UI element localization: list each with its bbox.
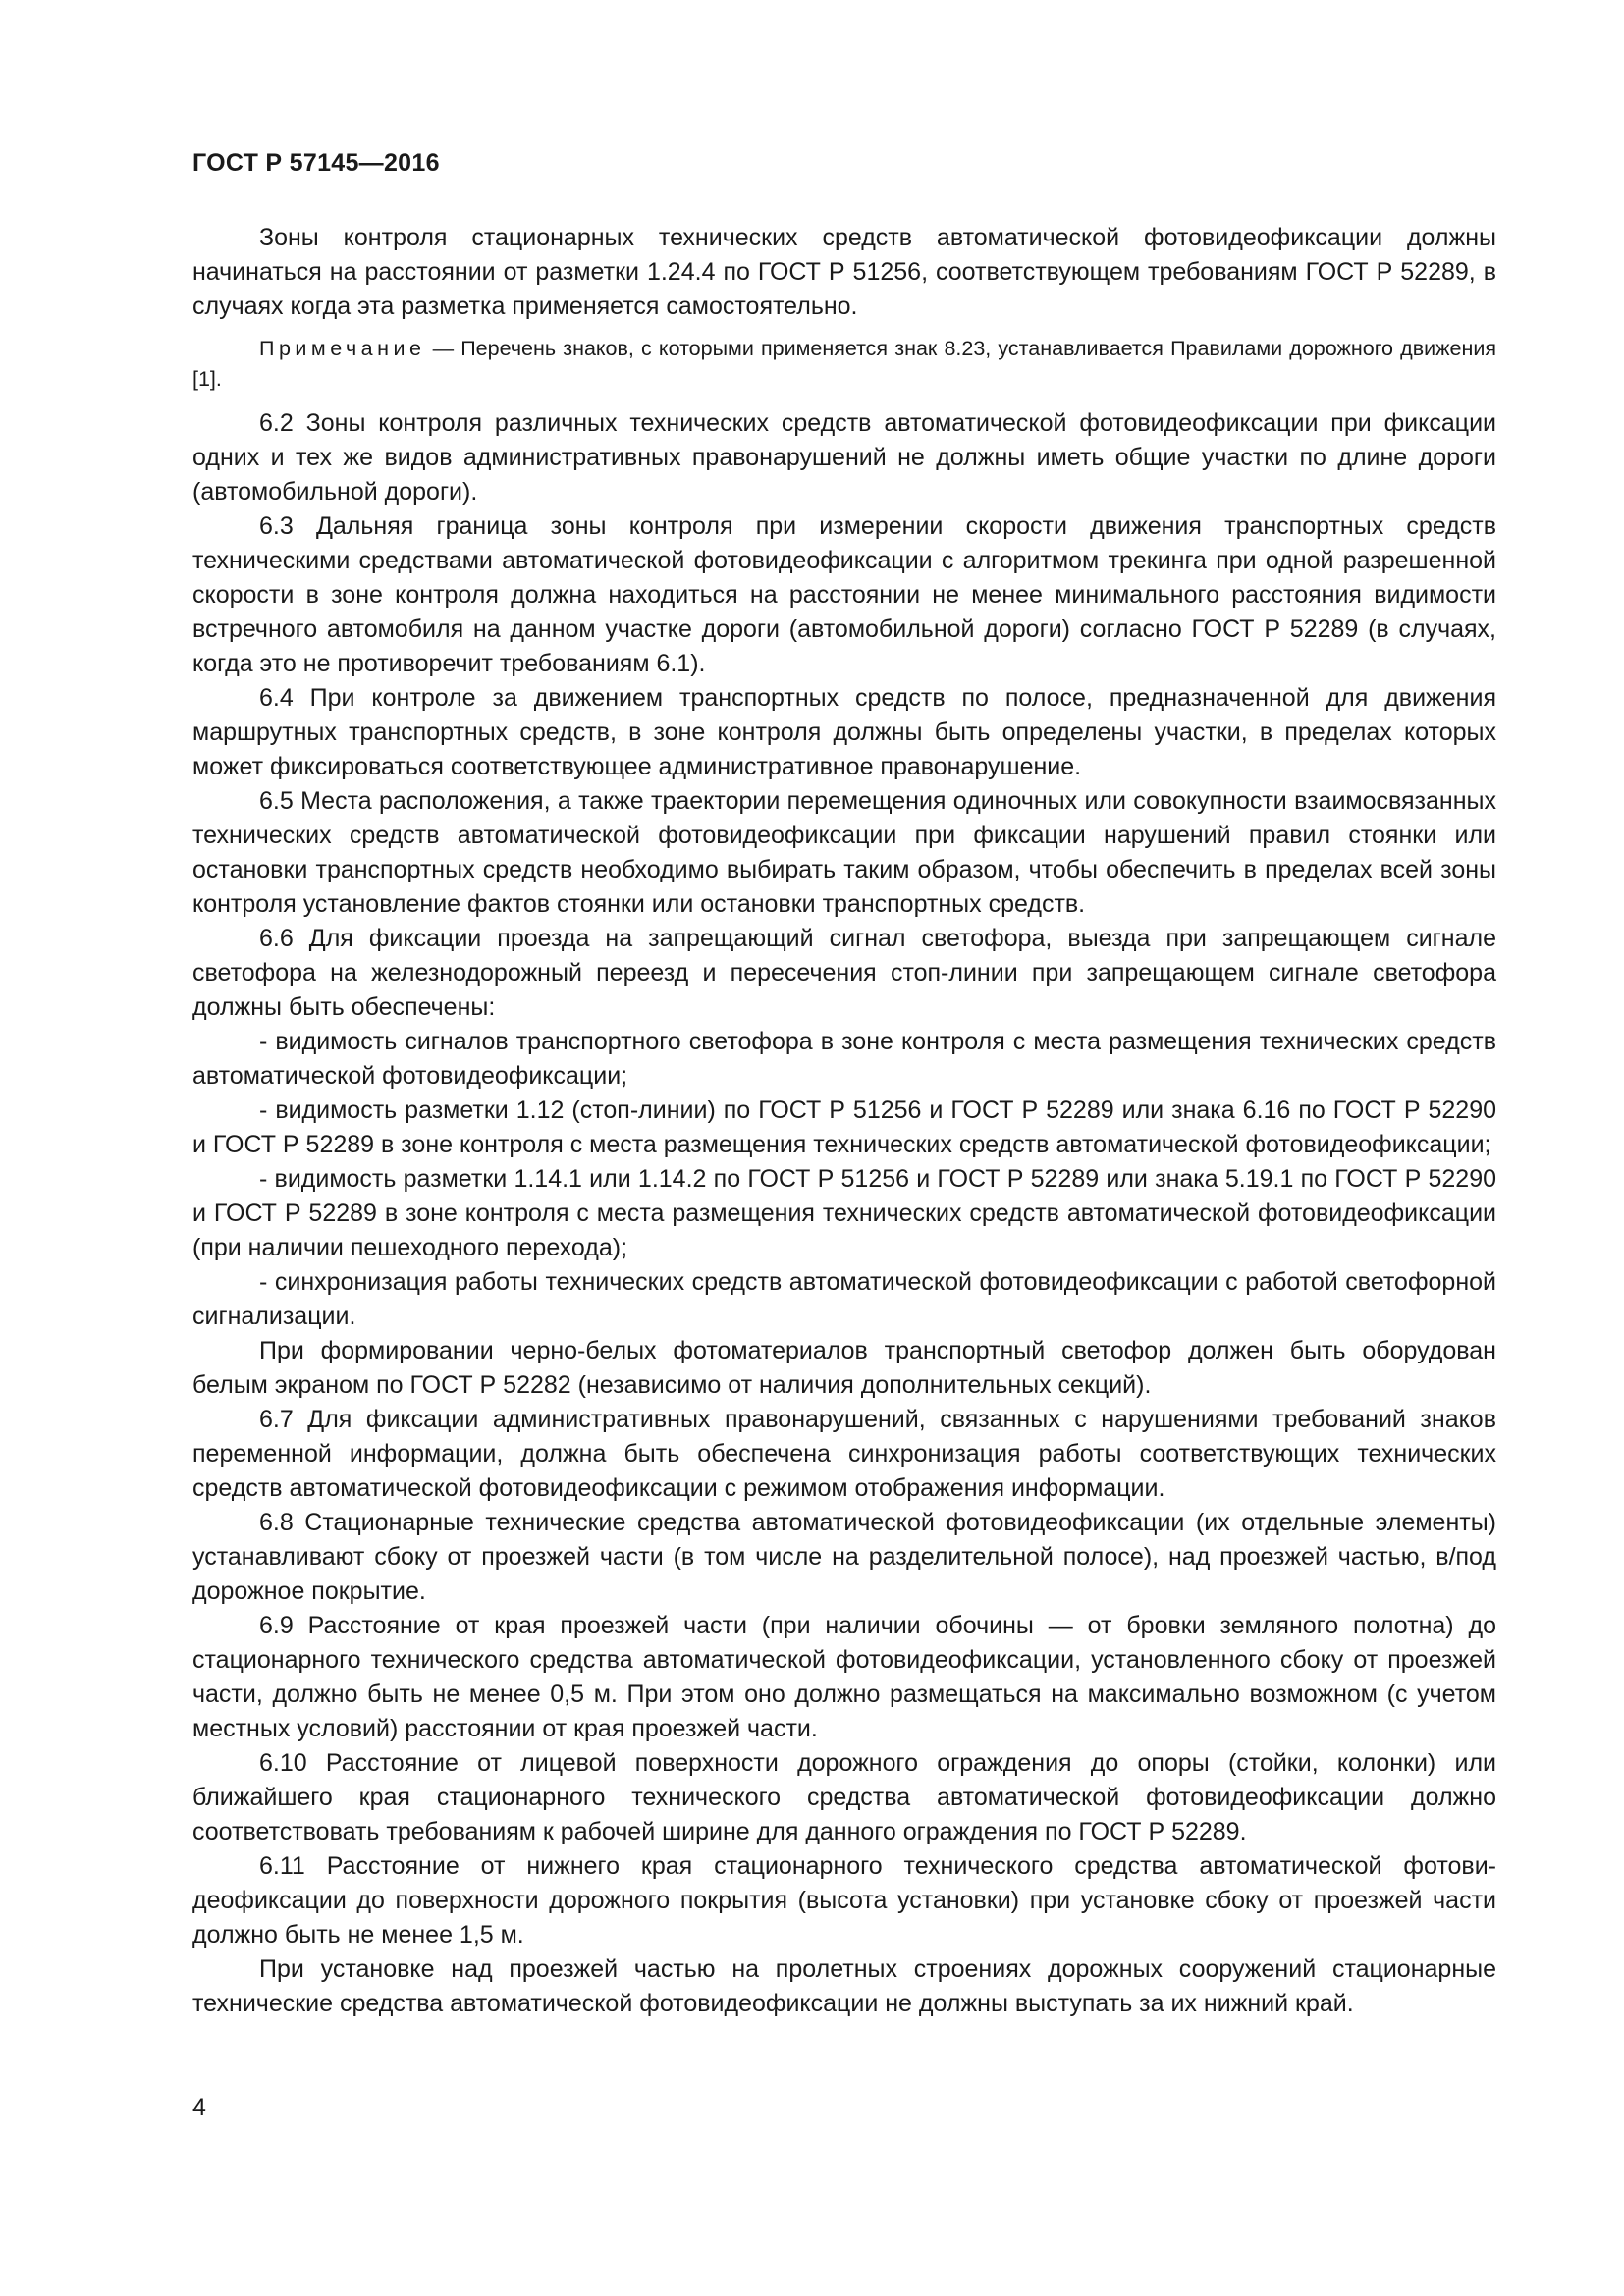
list-item: - видимость разметки 1.14.1 или 1.14.2 по ГОСТ Р 51256 и ГОСТ Р 52289 или знака 5.19.1 по ГОСТ Р 52290 и ГОСТ Р 52289 в зоне контроля с места размещения технических средств автоматической фотовидеофиксации (при наличии пешеходного перехода); [192, 1165, 1496, 1261]
body-paragraph: 6.9 Расстояние от края проезжей части (при наличии обочины — от бровки земляного полотна) до стационарного технического средства автоматической фотовидеофиксации, установленного сбоку от проезжей части, должно быть не менее 0,5 м. При этом оно должно размещаться на максимально возможном (с учетом местных условий) расстоянии от края проезжей части. [192, 1612, 1496, 1742]
document-header-id: ГОСТ Р 57145—2016 [192, 149, 440, 177]
document-body [192, 221, 1496, 2021]
body-paragraph: При установке над проезжей частью на пролетных строениях дорожных сооружений стационарные технические средства автоматической фотовидеофиксации не должны выступать за их нижний край. [192, 1955, 1496, 2017]
note-label: Примечание [259, 337, 426, 360]
body-paragraph: 6.7 Для фиксации административных правонарушений, связанных с нарушениями требований знаков переменной информации, должна быть обеспечена синхронизация работы соответствующих технических средств автоматической фотовидеофиксации с режимом отображения информации. [192, 1406, 1496, 1502]
body-paragraph: 6.8 Стационарные технические средства автоматической фотовидеофиксации (их отдельные элементы) устанавливают сбоку от проезжей части (в том числе на разделительной полосе), над проезжей частью, в/под дорожное покрытие. [192, 1509, 1496, 1605]
list-item: - видимость разметки 1.12 (стоп-линии) по ГОСТ Р 51256 и ГОСТ Р 52289 или знака 6.16 по ГОСТ Р 52290 и ГОСТ Р 52289 в зоне контроля с места размещения технических средств автоматической фотовидеофиксации; [192, 1096, 1496, 1158]
body-paragraph: 6.5 Места расположения, а также траектории перемещения одиночных или совокупности взаимосвязанных технических средств автоматической фотовидеофиксации при фиксации нарушений правил стоянки или остановки транспортных средств необходимо выбирать таким образом, чтобы обеспечить в пределах всей зоны контроля установление фактов стоянки или остановки транспортных средств. [192, 787, 1496, 918]
body-paragraph: 6.10 Расстояние от лицевой поверхности дорожного ограждения до опоры (стойки, колонки) или ближайшего края стационарного технического средства автоматической фотовидеофиксации должно соответствовать требованиям к рабочей ширине для данного ограждения по ГОСТ Р 52289. [192, 1749, 1496, 1845]
body-paragraph: Зоны контроля стационарных технических средств автоматической фотовидеофиксации должны начинаться на расстоянии от разметки 1.24.4 по ГОСТ Р 51256, соответствующем требованиям ГОСТ Р 52289, в случаях когда эта разметка применяется самостоятельно. [192, 224, 1496, 320]
body-paragraph: 6.4 При контроле за движением транспортных средств по полосе, предназначенной для движения маршрутных транспортных средств, в зоне контроля должны быть определены участки, в пределах которых может фиксироваться соответствующее административное правонарушение. [192, 684, 1496, 780]
body-paragraph: 6.11 Расстояние от нижнего края стационарного технического средства автоматической фотовидеофиксации до поверхности дорожного покрытия (высота установки) при установке сбоку от проезжей части должно быть не менее 1,5 м. [192, 1852, 1496, 1949]
note-paragraph [192, 334, 1496, 395]
body-paragraph: При формировании черно-белых фотоматериалов транспортный светофор должен быть оборудован белым экраном по ГОСТ Р 52282 (независимо от наличия дополнительных секций). [192, 1337, 1496, 1399]
body-paragraph: 6.2 Зоны контроля различных технических средств автоматической фотовидеофиксации при фиксации одних и тех же видов административных правонарушений не должны иметь общие участки по длине дороги (автомобильной дороги). [192, 409, 1496, 506]
note-text: — Перечень знаков, с которыми применяется знак 8.23, устанавливается Правилами дорожного движения [1]. [192, 337, 1496, 391]
list-item: - синхронизация работы технических средств автоматической фотовидеофиксации с работой светофорной сигнализации. [192, 1268, 1496, 1330]
page-number: 4 [192, 2094, 206, 2121]
body-paragraph: 6.3 Дальняя граница зоны контроля при измерении скорости движения транспортных средств техническими средствами автоматической фотовидеофиксации с алгоритмом трекинга при одной разрешенной скорости в зоне контроля должна находиться на расстоянии не менее минимального расстояния видимости встречного автомобиля на данном участке дороги (автомобильной дороги) согласно ГОСТ Р 52289 (в случаях, когда это не противоречит требованиям 6.1). [192, 512, 1496, 677]
body-paragraph: 6.6 Для фиксации проезда на запрещающий сигнал светофора, выезда при запрещающем сигнале светофора на железнодорожный переезд и пересечения стоп-линии при запрещающем сигнале светофора должны быть обеспечены: [192, 925, 1496, 1021]
list-item: - видимость сигналов транспортного светофора в зоне контроля с места размещения технических средств автоматической фотовидеофиксации; [192, 1028, 1496, 1090]
